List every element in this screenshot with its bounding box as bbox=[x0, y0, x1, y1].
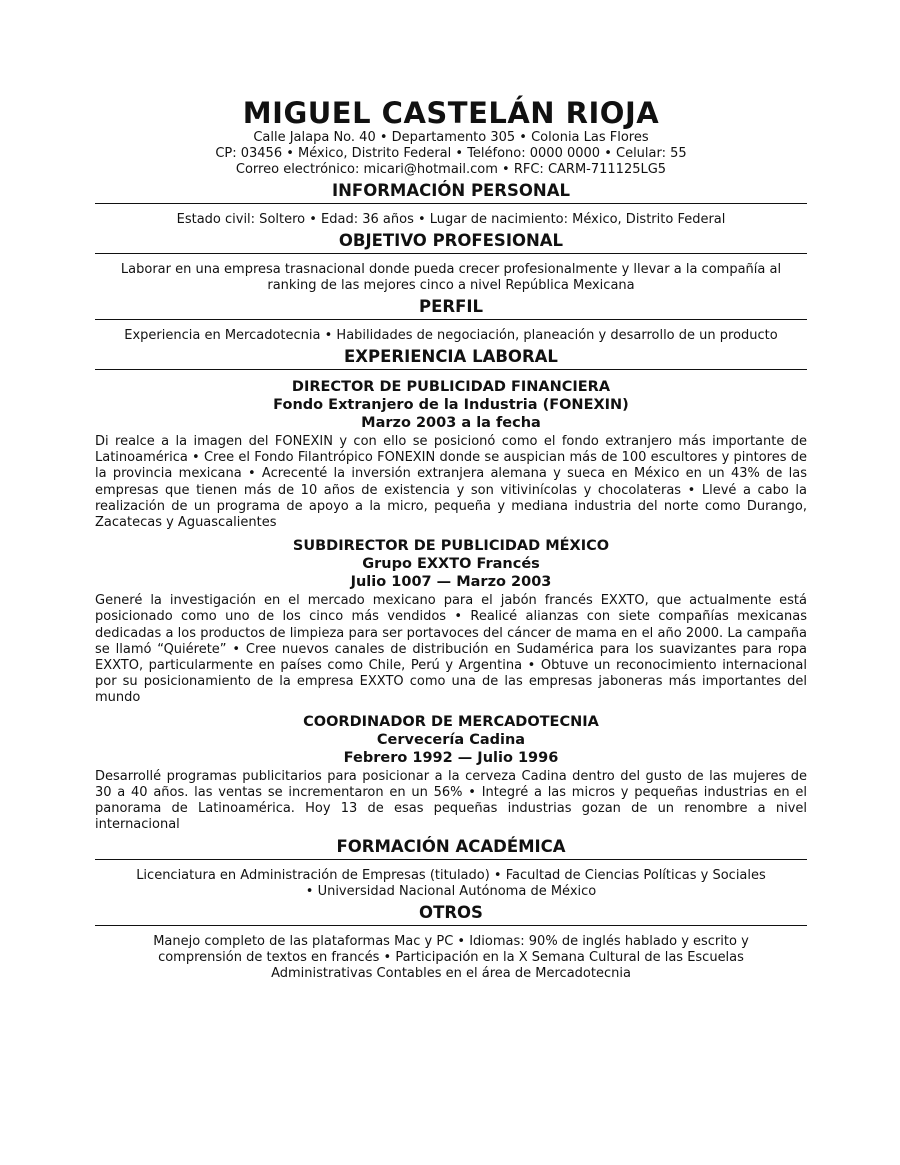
objective-text bbox=[95, 262, 807, 294]
job-header bbox=[95, 713, 807, 767]
section-title-objective: OBJETIVO PROFESIONAL bbox=[95, 231, 807, 254]
job-description: Generé la investigación en el mercado mexicano para el jabón francés EXXTO, que actualmente está posicionado como uno de los cinco más vendidos • Realicé alianzas con siete compañías mexicanas dedicadas a los productos de limpieza para ser portavoces del cáncer de mama en el año 2000. La campaña se llamó “Quiérete” • Cree nuevos canales de distribución en Sudamérica para los suavizantes para ropa EXXTO, particularmente en países como Chile, Perú y Argentina • Obtuve un reconocimiento internacional por su posicionamiento de la empresa EXXTO como una de las empresas jaboneras más importantes del mundo bbox=[95, 593, 807, 706]
job-company: Fondo Extranjero de la Industria (FONEXIN) bbox=[273, 397, 629, 413]
contact-address: Calle Jalapa No. 40 • Departamento 305 • Colonia Las Flores bbox=[253, 130, 649, 145]
other-line: Manejo completo de las plataformas Mac y PC • Idiomas: 90% de inglés hablado y escrito y bbox=[153, 934, 749, 950]
education-text bbox=[95, 868, 807, 900]
other-line: Administrativas Contables en el área de Mercadotecnia bbox=[271, 966, 631, 982]
job-entry bbox=[95, 537, 807, 706]
job-dates: Julio 1007 — Marzo 2003 bbox=[350, 574, 552, 591]
section-title-experience: EXPERIENCIA LABORAL bbox=[95, 347, 807, 370]
contact-location-phone: CP: 03456 • México, Distrito Federal • Teléfono: 0000 0000 • Celular: 55 bbox=[215, 146, 687, 161]
section-title-education: FORMACIÓN ACADÉMICA bbox=[95, 837, 807, 860]
objective-line: ranking de las mejores cinco a nivel República Mexicana bbox=[267, 278, 635, 293]
objective-line: Laborar en una empresa trasnacional donde pueda crecer profesionalmente y llevar a la compañía al bbox=[120, 262, 782, 277]
profile-text: Experiencia en Mercadotecnia • Habilidades de negociación, planeación y desarrollo de un producto bbox=[124, 328, 778, 343]
job-company: Grupo EXXTO Francés bbox=[362, 556, 540, 573]
job-position: SUBDIRECTOR DE PUBLICIDAD MÉXICO bbox=[292, 538, 610, 555]
job-position: COORDINADOR DE MERCADOTECNIA bbox=[303, 713, 599, 730]
job-header bbox=[95, 537, 807, 591]
section-title-other: OTROS bbox=[95, 903, 807, 926]
section-title-profile: PERFIL bbox=[95, 297, 807, 320]
job-entry bbox=[95, 378, 807, 531]
contact-email-rfc: Correo electrónico: micari@hotmail.com • RFC: CARM-711125LG5 bbox=[235, 162, 667, 177]
personal-info: Estado civil: Soltero • Edad: 36 años • Lugar de nacimiento: México, Distrito Federal bbox=[176, 212, 726, 227]
job-header bbox=[95, 378, 807, 432]
job-entry bbox=[95, 713, 807, 834]
contact-block bbox=[95, 130, 807, 178]
education-line: Licenciatura en Administración de Empresas (titulado) • Facultad de Ciencias Políticas y Sociales bbox=[136, 868, 766, 884]
candidate-name: MIGUEL CASTELÁN RIOJA bbox=[242, 96, 660, 130]
education-line: • Universidad Nacional Autónoma de México bbox=[305, 884, 597, 900]
other-line: comprensión de textos en francés • Participación en la X Semana Cultural de las Escuelas bbox=[158, 950, 744, 966]
resume-page bbox=[95, 96, 807, 982]
job-description: Desarrollé programas publicitarios para posicionar a la cerveza Cadina dentro del gusto de las mujeres de 30 a 40 años. las ventas se incrementaron en un 56% • Integré a las micros y pequeñas industrias en el panorama de Latinoamérica. Hoy 13 de esas pequeñas industrias gozan de un renombre a nivel internacional bbox=[95, 768, 807, 833]
other-text bbox=[95, 934, 807, 982]
job-description: Di realce a la imagen del FONEXIN y con ello se posicionó como el fondo extranjero más importante de Latinoamérica • Cree el Fondo Filantrópico FONEXIN donde se auspician más de 100 escultores y pintores de la provincia mexicana • Acrecenté la inversión extranjera alemana y sueca en México en un 43% de las empresas que tienen más de 10 años de existencia y son vitivinícolas y chocolateras • Llevé a cabo la realización de un programa de apoyo a la micro, pequeña y mediana industria del norte como Durango, Zacatecas y Aguascalientes bbox=[95, 434, 807, 531]
job-dates: Febrero 1992 — Julio 1996 bbox=[343, 749, 559, 766]
section-title-personal: INFORMACIÓN PERSONAL bbox=[95, 181, 807, 204]
job-position: DIRECTOR DE PUBLICIDAD FINANCIERA bbox=[291, 379, 611, 395]
job-dates: Marzo 2003 a la fecha bbox=[361, 415, 541, 431]
job-company: Cervecería Cadina bbox=[376, 731, 526, 748]
